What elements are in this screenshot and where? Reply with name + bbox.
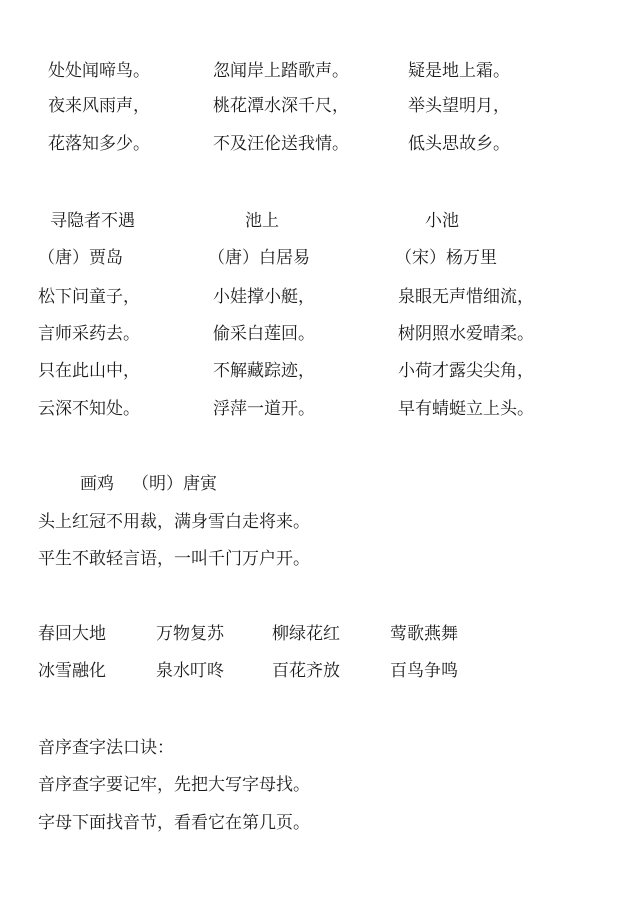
poem-author: （唐）白居易 — [208, 248, 310, 268]
poem-line: 小荷才露尖尖角， — [398, 361, 534, 381]
poem-line: 小娃撑小艇， — [213, 287, 315, 307]
poem-title: 画鸡 — [80, 474, 114, 494]
phrase: 莺歌燕舞 — [390, 624, 458, 644]
phrase: 百花齐放 — [272, 661, 340, 681]
poem-line: 不及汪伦送我情。 — [213, 134, 349, 154]
poem-line: 头上红冠不用裁，满身雪白走将来。 — [38, 512, 310, 532]
poem-author: （明）唐寅 — [132, 474, 217, 494]
poem-title: 小池 — [425, 211, 459, 231]
poem-line: 疑是地上霜。 — [408, 61, 510, 81]
poem-line: 桃花潭水深千尺， — [213, 96, 349, 116]
poem-line: 言师采药去。 — [38, 324, 140, 344]
poem-line: 花落知多少。 — [48, 134, 150, 154]
poem-title: 池上 — [245, 211, 279, 231]
poem-line: 夜来风雨声， — [48, 96, 150, 116]
poem-line: 处处闻啼鸟。 — [48, 61, 150, 81]
mnemonic-line: 字母下面找音节，看看它在第几页。 — [38, 813, 310, 833]
poem-line: 云深不知处。 — [38, 399, 140, 419]
poem-author: （唐）贾岛 — [38, 248, 123, 268]
poem-line: 早有蜻蜓立上头。 — [398, 399, 534, 419]
phrase: 百鸟争鸣 — [390, 661, 458, 681]
phrase: 冰雪融化 — [38, 661, 106, 681]
poem-line: 忽闻岸上踏歌声。 — [213, 61, 349, 81]
poem-line: 偷采白莲回。 — [213, 324, 315, 344]
phrase: 泉水叮咚 — [156, 661, 224, 681]
poem-line: 不解藏踪迹， — [213, 361, 315, 381]
poem-line: 泉眼无声惜细流， — [398, 287, 534, 307]
poem-line: 树阴照水爱晴柔。 — [398, 324, 534, 344]
poem-line: 低头思故乡。 — [408, 134, 510, 154]
phrase: 柳绿花红 — [272, 624, 340, 644]
poem-line: 浮萍一道开。 — [213, 399, 315, 419]
poem-line: 松下问童子， — [38, 287, 140, 307]
poem-author: （宋）杨万里 — [395, 248, 497, 268]
poem-title: 寻隐者不遇 — [50, 211, 135, 231]
poem-line: 平生不敢轻言语，一叫千门万户开。 — [38, 549, 310, 569]
phrase: 万物复苏 — [156, 624, 224, 644]
phrase: 春回大地 — [38, 624, 106, 644]
mnemonic-line: 音序查字要记牢，先把大写字母找。 — [38, 775, 310, 795]
poem-line: 只在此山中， — [38, 361, 140, 381]
poem-line: 举头望明月， — [408, 96, 510, 116]
mnemonic-heading: 音序查字法口诀： — [38, 738, 174, 758]
